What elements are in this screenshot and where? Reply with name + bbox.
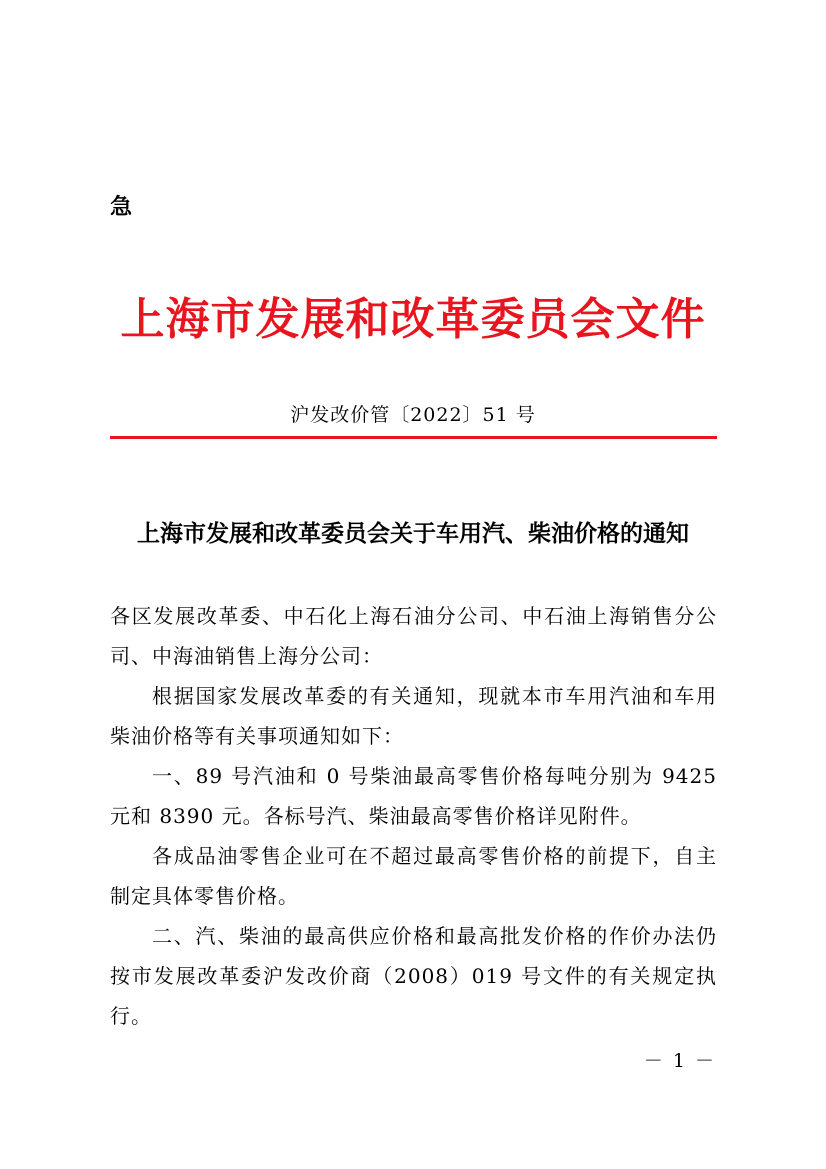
urgency-marker: 急 [110, 194, 133, 220]
header-divider [110, 436, 717, 439]
notice-body [110, 596, 717, 1036]
document-number: 沪发改价管〔2022〕51 号 [290, 404, 536, 426]
body-paragraph: 根据国家发展改革委的有关通知，现就本市车用汽油和车用柴油价格等有关事项通知如下： [110, 684, 717, 748]
document-header-title: 上海市发展和改革委员会文件 [120, 294, 706, 345]
recipients-line: 各区发展改革委、中石化上海石油分公司、中石油上海销售分公司、中海油销售上海分公司： [110, 604, 717, 668]
body-paragraph: 各成品油零售企业可在不超过最高零售价格的前提下，自主制定具体零售价格。 [110, 844, 717, 908]
notice-title: 上海市发展和改革委员会关于车用汽、柴油价格的通知 [137, 520, 689, 547]
page-number: － 1 － [643, 1050, 716, 1072]
body-paragraph: 二、汽、柴油的最高供应价格和最高批发价格的作价办法仍按市发展改革委沪发改价商（2008）019 号文件的有关规定执行。 [110, 924, 717, 1028]
body-paragraph: 一、89 号汽油和 0 号柴油最高零售价格每吨分别为 9425 元和 8390 元。各标号汽、柴油最高零售价格详见附件。 [110, 764, 717, 828]
